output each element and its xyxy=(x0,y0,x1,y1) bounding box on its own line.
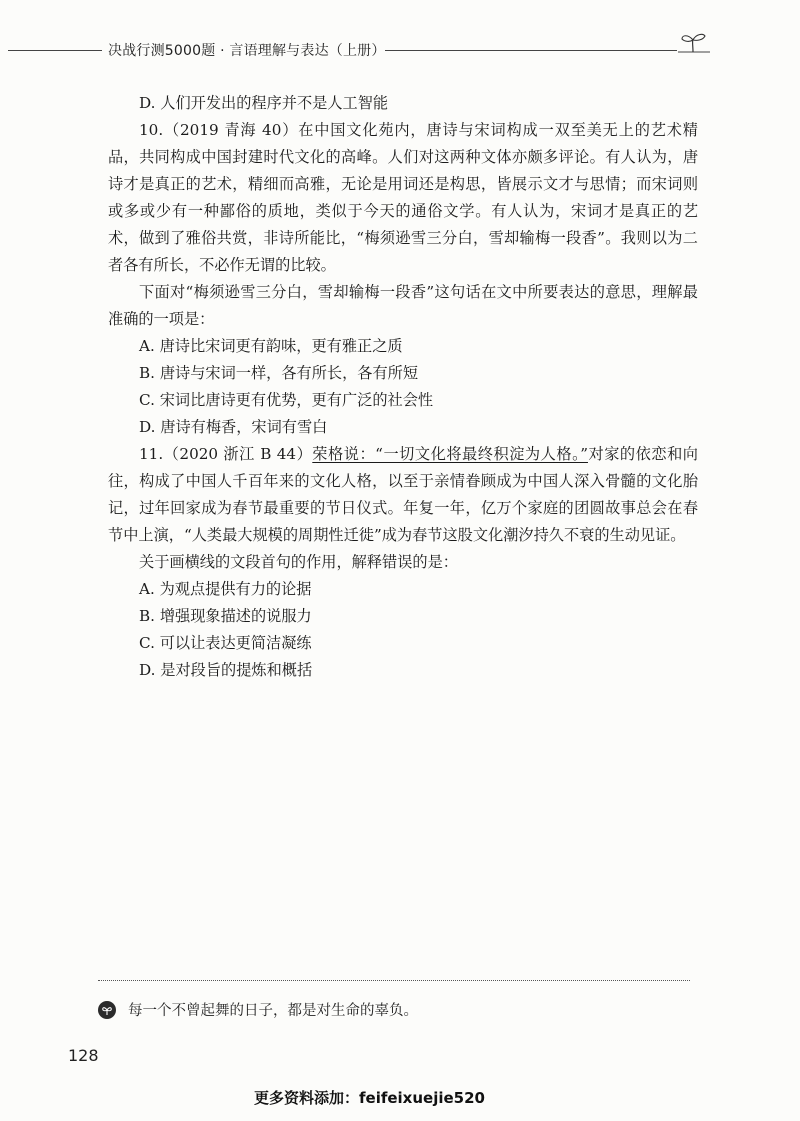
page-number: 128 xyxy=(68,1046,99,1065)
contact-note: 更多资料添加：feifeixuejie520 xyxy=(254,1089,485,1107)
prev-question-option-d: D. 人们开发出的程序并不是人工智能 xyxy=(139,94,389,112)
question-10-option-a: A. 唐诗比宋词更有韵味，更有雅正之质 xyxy=(139,337,403,355)
question-11-passage xyxy=(108,441,698,549)
question-11-underlined-sentence: 荣格说：“一切文化将最终积淀为人格。” xyxy=(312,445,588,463)
footer-motto xyxy=(98,999,418,1020)
question-10-option-b: B. 唐诗与宋词一样，各有所长，各有所短 xyxy=(139,364,419,382)
motto-text: 每一个不曾起舞的日子，都是对生命的辜负。 xyxy=(128,1003,418,1019)
question-10-option-d: D. 唐诗有梅香，宋词有雪白 xyxy=(139,418,328,436)
running-header xyxy=(0,36,800,66)
question-11-passage-rest: 对家的依恋和向往，构成了中国人千百年来的文化人格，以至于亲情眷顾成为中国人深入骨髓的文化胎记，过年回家成为春节最重要的节日仪式。年复一年，亿万个家庭的团圆故事总会在春节中上演，“人类最大规模的周期性迁徙”成为春节这股文化潮汐持久不衰的生动见证。 xyxy=(108,445,698,544)
header-rule-right xyxy=(385,50,677,51)
page-body xyxy=(108,90,698,684)
question-11-stem: 关于画横线的文段首句的作用，解释错误的是： xyxy=(139,553,458,571)
leaf-icon xyxy=(98,1001,116,1019)
sprout-icon xyxy=(676,32,710,56)
question-10-option-c: C. 宋词比唐诗更有优势，更有广泛的社会性 xyxy=(139,391,434,409)
question-11-source: 11.（2020 浙江 B 44） xyxy=(139,445,313,463)
question-11-option-c: C. 可以让表达更简洁凝练 xyxy=(139,634,312,652)
question-11-option-d: D. 是对段旨的提炼和概括 xyxy=(139,661,313,679)
question-10-stem: 下面对“梅须逊雪三分白，雪却输梅一段香”这句话在文中所要表达的意思，理解最准确的一项是： xyxy=(108,283,698,328)
header-rule-left xyxy=(8,50,102,51)
question-10-passage: 10.（2019 青海 40）在中国文化苑内，唐诗与宋词构成一双至美无上的艺术精品，共同构成中国封建时代文化的高峰。人们对这两种文体亦颇多评论。有人认为，唐诗才是真正的艺术，精细而高雅，无论是用词还是构思，皆展示文才与思情；而宋词则或多或少有一种鄙俗的质地，类似于今天的通俗文学。有人认为，宋词才是真正的艺术，做到了雅俗共赏，非诗所能比，“梅须逊雪三分白，雪却输梅一段香”。我则以为二者各有所长，不必作无谓的比较。 xyxy=(108,121,698,274)
footer-divider xyxy=(98,980,690,981)
book-title: 决战行测5000题 · 言语理解与表达（上册） xyxy=(108,43,386,59)
question-11-option-b: B. 增强现象描述的说服力 xyxy=(139,607,312,625)
question-11-option-a: A. 为观点提供有力的论据 xyxy=(139,580,312,598)
